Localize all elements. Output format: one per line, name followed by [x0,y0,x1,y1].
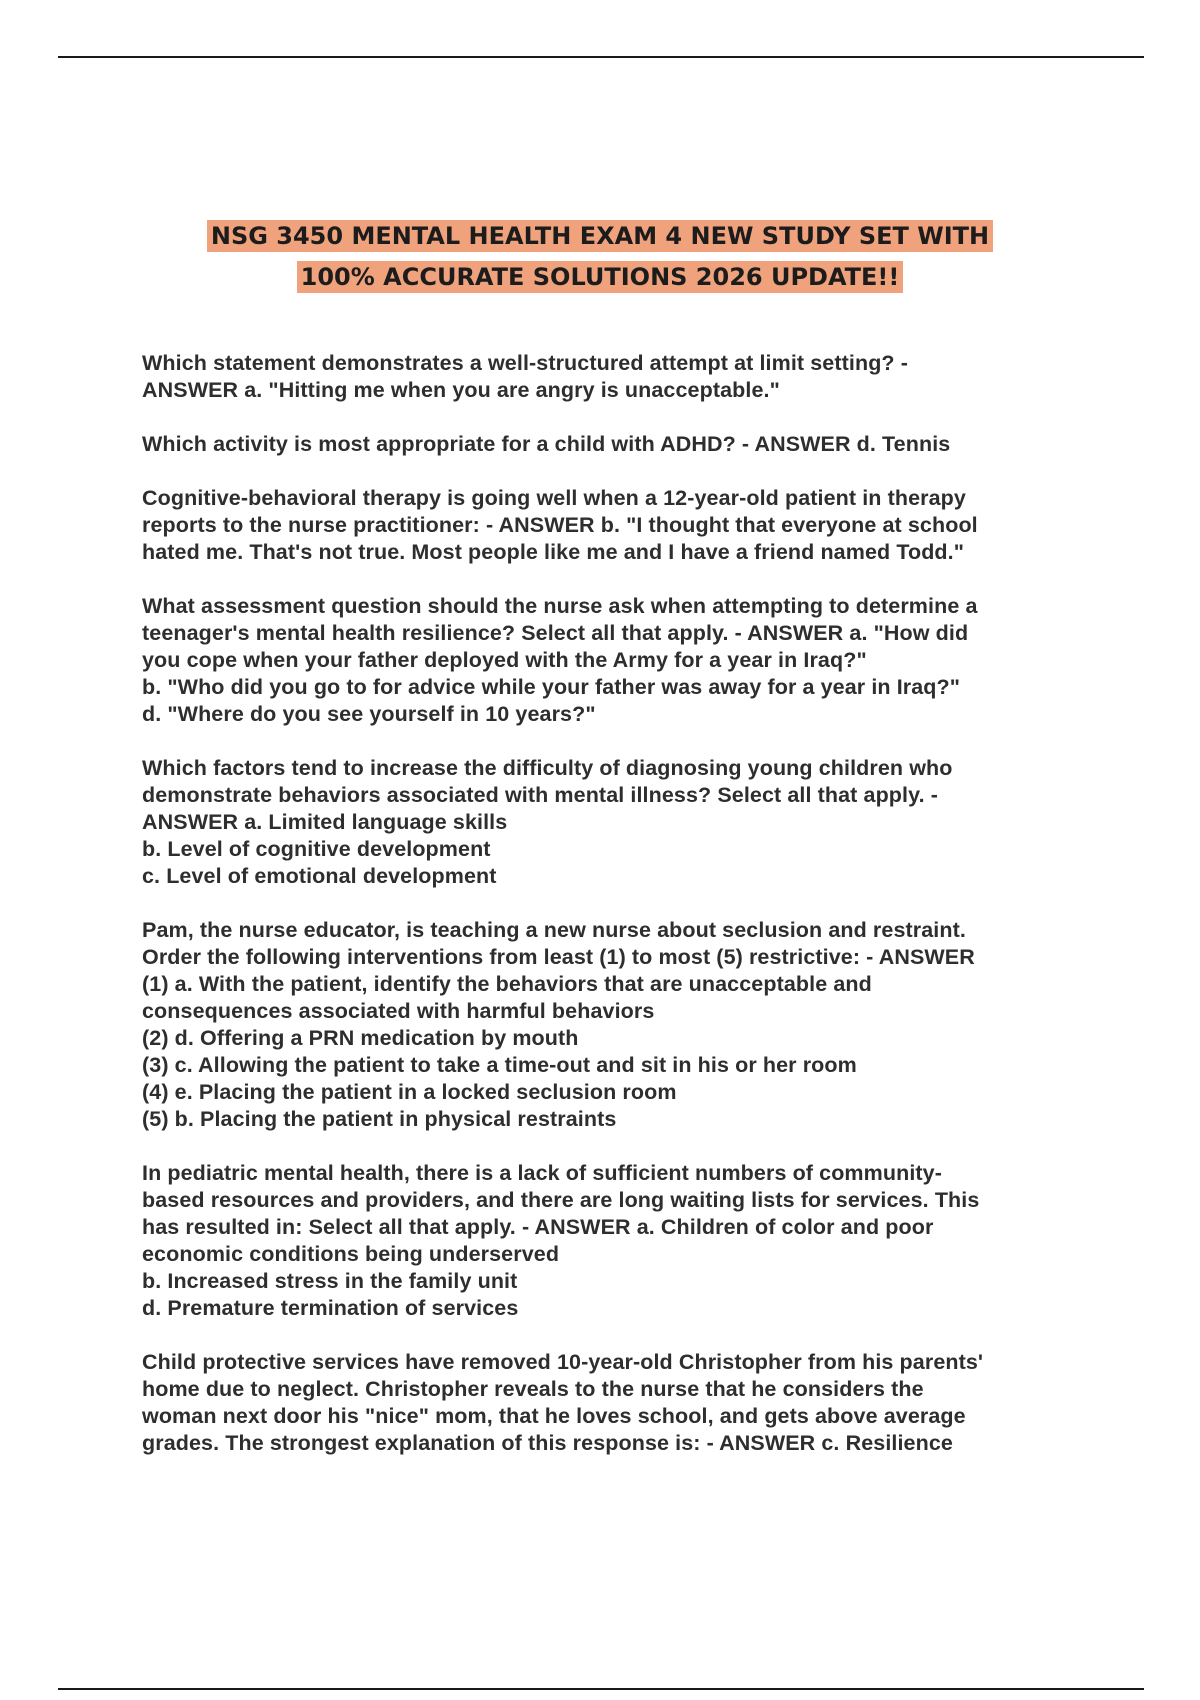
qa-item [142,593,1062,728]
qa-line: hated me. That's not true. Most people like me and I have a friend named Todd." [142,540,965,564]
qa-line: has resulted in: Select all that apply. - ANSWER a. Children of color and poor [142,1215,934,1239]
qa-line: ANSWER a. Limited language skills [142,810,508,834]
qa-item [142,350,1062,404]
qa-line: What assessment question should the nurse ask when attempting to determine a [142,594,978,618]
qa-line: Which factors tend to increase the difficulty of diagnosing young children who [142,756,953,780]
qa-line: Cognitive-behavioral therapy is going well when a 12-year-old patient in therapy [142,486,966,510]
document-title [130,216,1070,298]
qa-line: consequences associated with harmful behaviors [142,999,655,1023]
qa-item [142,431,1062,458]
qa-line: b. Level of cognitive development [142,837,491,861]
qa-line: In pediatric mental health, there is a lack of sufficient numbers of community- [142,1161,942,1185]
qa-line: b. "Who did you go to for advice while your father was away for a year in Iraq?" [142,675,961,699]
qa-line: (3) c. Allowing the patient to take a time-out and sit in his or her room [142,1053,857,1077]
qa-line: woman next door his "nice" mom, that he loves school, and gets above average [142,1404,966,1428]
qa-item [142,485,1062,566]
qa-list [142,350,1062,1484]
qa-line: teenager's mental health resilience? Select all that apply. - ANSWER a. "How did [142,621,969,645]
qa-item [142,1349,1062,1457]
qa-line: Pam, the nurse educator, is teaching a new nurse about seclusion and restraint. [142,918,966,942]
qa-line: ANSWER a. "Hitting me when you are angry is unacceptable." [142,378,780,402]
qa-line: you cope when your father deployed with the Army for a year in Iraq?" [142,648,867,672]
qa-item [142,755,1062,890]
qa-line: Which activity is most appropriate for a child with ADHD? - ANSWER d. Tennis [142,432,951,456]
footer-rule [58,1688,1144,1690]
qa-line: home due to neglect. Christopher reveals to the nurse that he considers the [142,1377,924,1401]
qa-line: b. Increased stress in the family unit [142,1269,518,1293]
qa-line: demonstrate behaviors associated with mental illness? Select all that apply. - [142,783,938,807]
qa-line: reports to the nurse practitioner: - ANSWER b. "I thought that everyone at school [142,513,978,537]
qa-line: c. Level of emotional development [142,864,497,888]
qa-item [142,1160,1062,1322]
qa-line: Order the following interventions from least (1) to most (5) restrictive: - ANSWER [142,945,975,969]
title-line-1: NSG 3450 MENTAL HEALTH EXAM 4 NEW STUDY SET WITH [210,222,990,250]
header-rule [58,56,1144,58]
qa-line: grades. The strongest explanation of this response is: - ANSWER c. Resilience [142,1431,953,1455]
qa-line: (4) e. Placing the patient in a locked seclusion room [142,1080,677,1104]
title-line-2: 100% ACCURATE SOLUTIONS 2026 UPDATE!! [300,263,900,291]
qa-line: Which statement demonstrates a well-structured attempt at limit setting? - [142,351,908,375]
qa-line: economic conditions being underserved [142,1242,560,1266]
qa-line: d. "Where do you see yourself in 10 years?" [142,702,596,726]
qa-line: based resources and providers, and there are long waiting lists for services. This [142,1188,980,1212]
qa-line: Child protective services have removed 10-year-old Christopher from his parents' [142,1350,984,1374]
qa-item [142,917,1062,1133]
qa-line: d. Premature termination of services [142,1296,519,1320]
qa-line: (1) a. With the patient, identify the behaviors that are unacceptable and [142,972,872,996]
qa-line: (5) b. Placing the patient in physical restraints [142,1107,617,1131]
qa-line: (2) d. Offering a PRN medication by mouth [142,1026,579,1050]
